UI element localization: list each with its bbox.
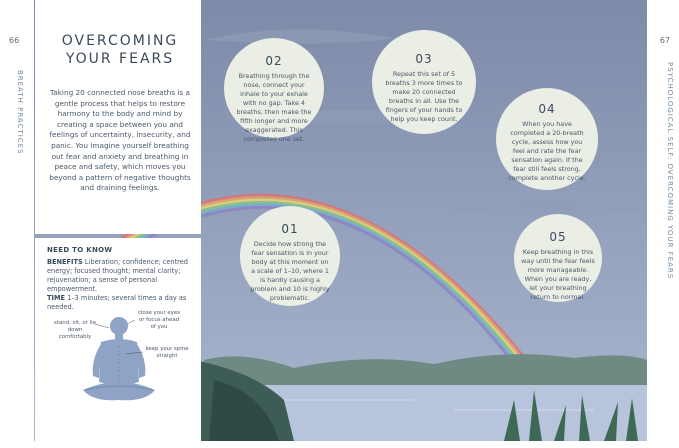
step-number: 02 — [265, 54, 283, 68]
need-to-know-panel — [35, 238, 201, 441]
page-number-right: 67 — [659, 36, 670, 45]
step-circle-02 — [224, 38, 324, 143]
section-label-left: BREATH PRACTICES — [16, 70, 24, 155]
page-title — [45, 32, 195, 68]
benefits-text — [47, 258, 195, 294]
step-number: 04 — [538, 102, 556, 116]
title-line-1: OVERCOMING — [61, 33, 179, 49]
meditating-figure — [35, 304, 201, 444]
benefits-value: Liberation; confidence; centred energy; focused thought; mental clarity; rejuvenation; a sense of personal empowerment. — [47, 258, 188, 293]
spine-label: keep your spine straight — [145, 346, 189, 359]
step-circle-04 — [496, 88, 598, 190]
title-line-2: YOUR FEARS — [65, 51, 175, 67]
benefits-label: BENEFITS — [47, 258, 83, 266]
step-text: Breathing through the nose, connect your inhale to your exhale with no gap. Take 4 breaths, then make the fifth longer and more exaggerated. This completes one set. — [236, 72, 312, 143]
posture-label: stand, sit, or lie down comfortably — [54, 320, 96, 340]
section-label-right: PSYCHOLOGICAL SELF: OVERCOMING YOUR FEARS — [666, 62, 674, 280]
time-label: TIME — [47, 294, 66, 302]
title-panel — [35, 0, 201, 234]
step-circle-05 — [514, 214, 602, 302]
step-text: Repeat this set of 5 breaths 3 more times to make 20 connected breaths in all. Use the fingers of your hands to help you keep count. — [385, 70, 463, 123]
step-number: 01 — [281, 222, 299, 236]
step-number: 05 — [549, 230, 567, 244]
step-text: When you have completed a 20-breath cycle, assess how you feel and rate the fear sensation again. If the fear still feels strong, complete another cycle. — [508, 120, 586, 182]
step-circle-03 — [372, 30, 476, 134]
eyes-label: close your eyes or focus ahead of you — [137, 310, 181, 330]
step-circle-01 — [240, 206, 340, 306]
time-value: 1–3 minutes; several times a day as needed. — [47, 294, 187, 311]
step-text: Decide how strong the fear sensation is in your body at this moment on a scale of 1–10, where 1 is hardly causing a problem and 10 is highly problematic. — [250, 240, 330, 302]
intro-paragraph: Taking 20 connected nose breaths is a gentle process that helps to restore harmony to the body and mind by creating a space between you and feelings of uncertainty, insecurity, and panic. You imagine yourself breathing out fear and anxiety and breathing in peace and safety, which moves you beyond a pattern of negative thoughts and draining feelings. — [49, 88, 191, 193]
right-margin — [647, 0, 679, 441]
need-to-know-heading: NEED TO KNOW — [47, 246, 113, 254]
left-margin — [0, 0, 34, 441]
step-number: 03 — [415, 52, 433, 66]
page-number-left: 66 — [9, 36, 20, 45]
step-text: Keep breathing in this way until the fear feels more manageable. When you are ready, let your breathing return to normal. — [521, 248, 595, 301]
